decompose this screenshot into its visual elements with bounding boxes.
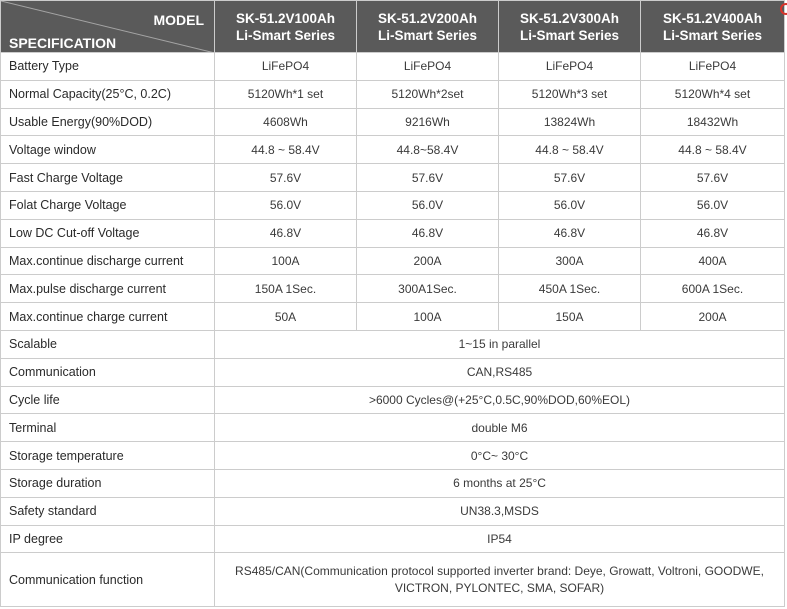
spec-value: 46.8V (641, 219, 785, 247)
spec-label: Low DC Cut-off Voltage (1, 219, 215, 247)
specification-heading: SPECIFICATION (9, 35, 117, 51)
spec-value-line: RS485/CAN(Communication protocol supported inverter brand: Deye, Growatt, Voltroni, GOODWE, (235, 563, 764, 578)
spec-value: LiFePO4 (215, 53, 357, 81)
spec-label: Usable Energy(90%DOD) (1, 108, 215, 136)
model-series: Li-Smart Series (377, 27, 478, 43)
row-communication (1, 358, 785, 386)
spec-value: 200A (357, 247, 499, 275)
row-voltage-window (1, 136, 785, 164)
model-name: SK-51.2V100Ah (235, 10, 336, 26)
model-heading: MODEL (153, 12, 204, 28)
spec-value: 100A (215, 247, 357, 275)
spec-value: IP54 (215, 525, 785, 553)
spec-value: 56.0V (215, 191, 357, 219)
red-corner-mark (780, 3, 787, 15)
spec-value: 18432Wh (641, 108, 785, 136)
spec-value: 13824Wh (499, 108, 641, 136)
row-safety-standard (1, 497, 785, 525)
spec-value: 56.0V (499, 191, 641, 219)
spec-value: 300A1Sec. (357, 275, 499, 303)
spec-label: Cycle life (1, 386, 215, 414)
spec-value: 600A 1Sec. (641, 275, 785, 303)
spec-value: 4608Wh (215, 108, 357, 136)
model-header-cell (357, 1, 499, 53)
row-scalable (1, 330, 785, 358)
row-storage-duration (1, 469, 785, 497)
spec-value: LiFePO4 (357, 53, 499, 81)
spec-label: Voltage window (1, 136, 215, 164)
spec-value: 46.8V (357, 219, 499, 247)
model-header-cell (215, 1, 357, 53)
spec-value: 450A 1Sec. (499, 275, 641, 303)
row-float-charge-voltage (1, 191, 785, 219)
spec-label: Storage duration (1, 469, 215, 497)
row-cycle-life (1, 386, 785, 414)
spec-value: 150A 1Sec. (215, 275, 357, 303)
header-row (1, 1, 785, 53)
header-corner-cell (1, 1, 215, 53)
row-max-continue-discharge-current (1, 247, 785, 275)
row-max-continue-charge-current (1, 303, 785, 331)
spec-value: double M6 (215, 414, 785, 442)
model-header-cell (499, 1, 641, 53)
spec-value: 0°C~ 30°C (215, 442, 785, 470)
spec-label: Battery Type (1, 53, 215, 81)
spec-value: 44.8~58.4V (357, 136, 499, 164)
spec-label: Terminal (1, 414, 215, 442)
spec-value: UN38.3,MSDS (215, 497, 785, 525)
spec-value: 5120Wh*4 set (641, 80, 785, 108)
spec-value: 300A (499, 247, 641, 275)
spec-label: Storage temperature (1, 442, 215, 470)
row-communication-function (1, 553, 785, 607)
spec-value: 44.8 ~ 58.4V (641, 136, 785, 164)
spec-value: 9216Wh (357, 108, 499, 136)
spec-label: Max.pulse discharge current (1, 275, 215, 303)
spec-label: Normal Capacity(25°C, 0.2C) (1, 80, 215, 108)
row-terminal (1, 414, 785, 442)
model-name: SK-51.2V300Ah (519, 10, 620, 26)
spec-label: Fast Charge Voltage (1, 164, 215, 192)
spec-value: 46.8V (499, 219, 641, 247)
spec-label: Safety standard (1, 497, 215, 525)
model-header-cell (641, 1, 785, 53)
spec-value: 44.8 ~ 58.4V (215, 136, 357, 164)
spec-value: 57.6V (641, 164, 785, 192)
spec-value: 57.6V (215, 164, 357, 192)
model-series: Li-Smart Series (662, 27, 763, 43)
spec-value: 6 months at 25°C (215, 469, 785, 497)
spec-value: 46.8V (215, 219, 357, 247)
spec-label: Folat Charge Voltage (1, 191, 215, 219)
spec-label: Max.continue discharge current (1, 247, 215, 275)
spec-value: 5120Wh*3 set (499, 80, 641, 108)
spec-value: 100A (357, 303, 499, 331)
spec-label: Communication function (1, 553, 215, 607)
model-series: Li-Smart Series (519, 27, 620, 43)
spec-label: Max.continue charge current (1, 303, 215, 331)
spec-value-line: VICTRON, PYLONTEC, SMA, SOFAR) (394, 580, 605, 595)
spec-value: 200A (641, 303, 785, 331)
spec-label: Communication (1, 358, 215, 386)
spec-label: Scalable (1, 330, 215, 358)
row-storage-temperature (1, 442, 785, 470)
spec-value: CAN,RS485 (215, 358, 785, 386)
model-name: SK-51.2V400Ah (662, 10, 763, 26)
spec-value: 5120Wh*2set (357, 80, 499, 108)
spec-value: 50A (215, 303, 357, 331)
row-battery-type (1, 53, 785, 81)
spec-value (215, 553, 785, 607)
row-fast-charge-voltage (1, 164, 785, 192)
spec-value: 57.6V (357, 164, 499, 192)
row-usable-energy (1, 108, 785, 136)
spec-value: 56.0V (641, 191, 785, 219)
spec-value: 44.8 ~ 58.4V (499, 136, 641, 164)
spec-value: >6000 Cycles@(+25°C,0.5C,90%DOD,60%EOL) (215, 386, 785, 414)
spec-value: 56.0V (357, 191, 499, 219)
model-name: SK-51.2V200Ah (377, 10, 478, 26)
spec-value: 57.6V (499, 164, 641, 192)
row-max-pulse-discharge-current (1, 275, 785, 303)
spec-value: 150A (499, 303, 641, 331)
row-normal-capacity (1, 80, 785, 108)
spec-value: LiFePO4 (641, 53, 785, 81)
spec-value: 1~15 in parallel (215, 330, 785, 358)
spec-value: 5120Wh*1 set (215, 80, 357, 108)
spec-value: LiFePO4 (499, 53, 641, 81)
row-low-dc-cutoff-voltage (1, 219, 785, 247)
row-ip-degree (1, 525, 785, 553)
model-series: Li-Smart Series (235, 27, 336, 43)
spec-value: 400A (641, 247, 785, 275)
spec-label: IP degree (1, 525, 215, 553)
